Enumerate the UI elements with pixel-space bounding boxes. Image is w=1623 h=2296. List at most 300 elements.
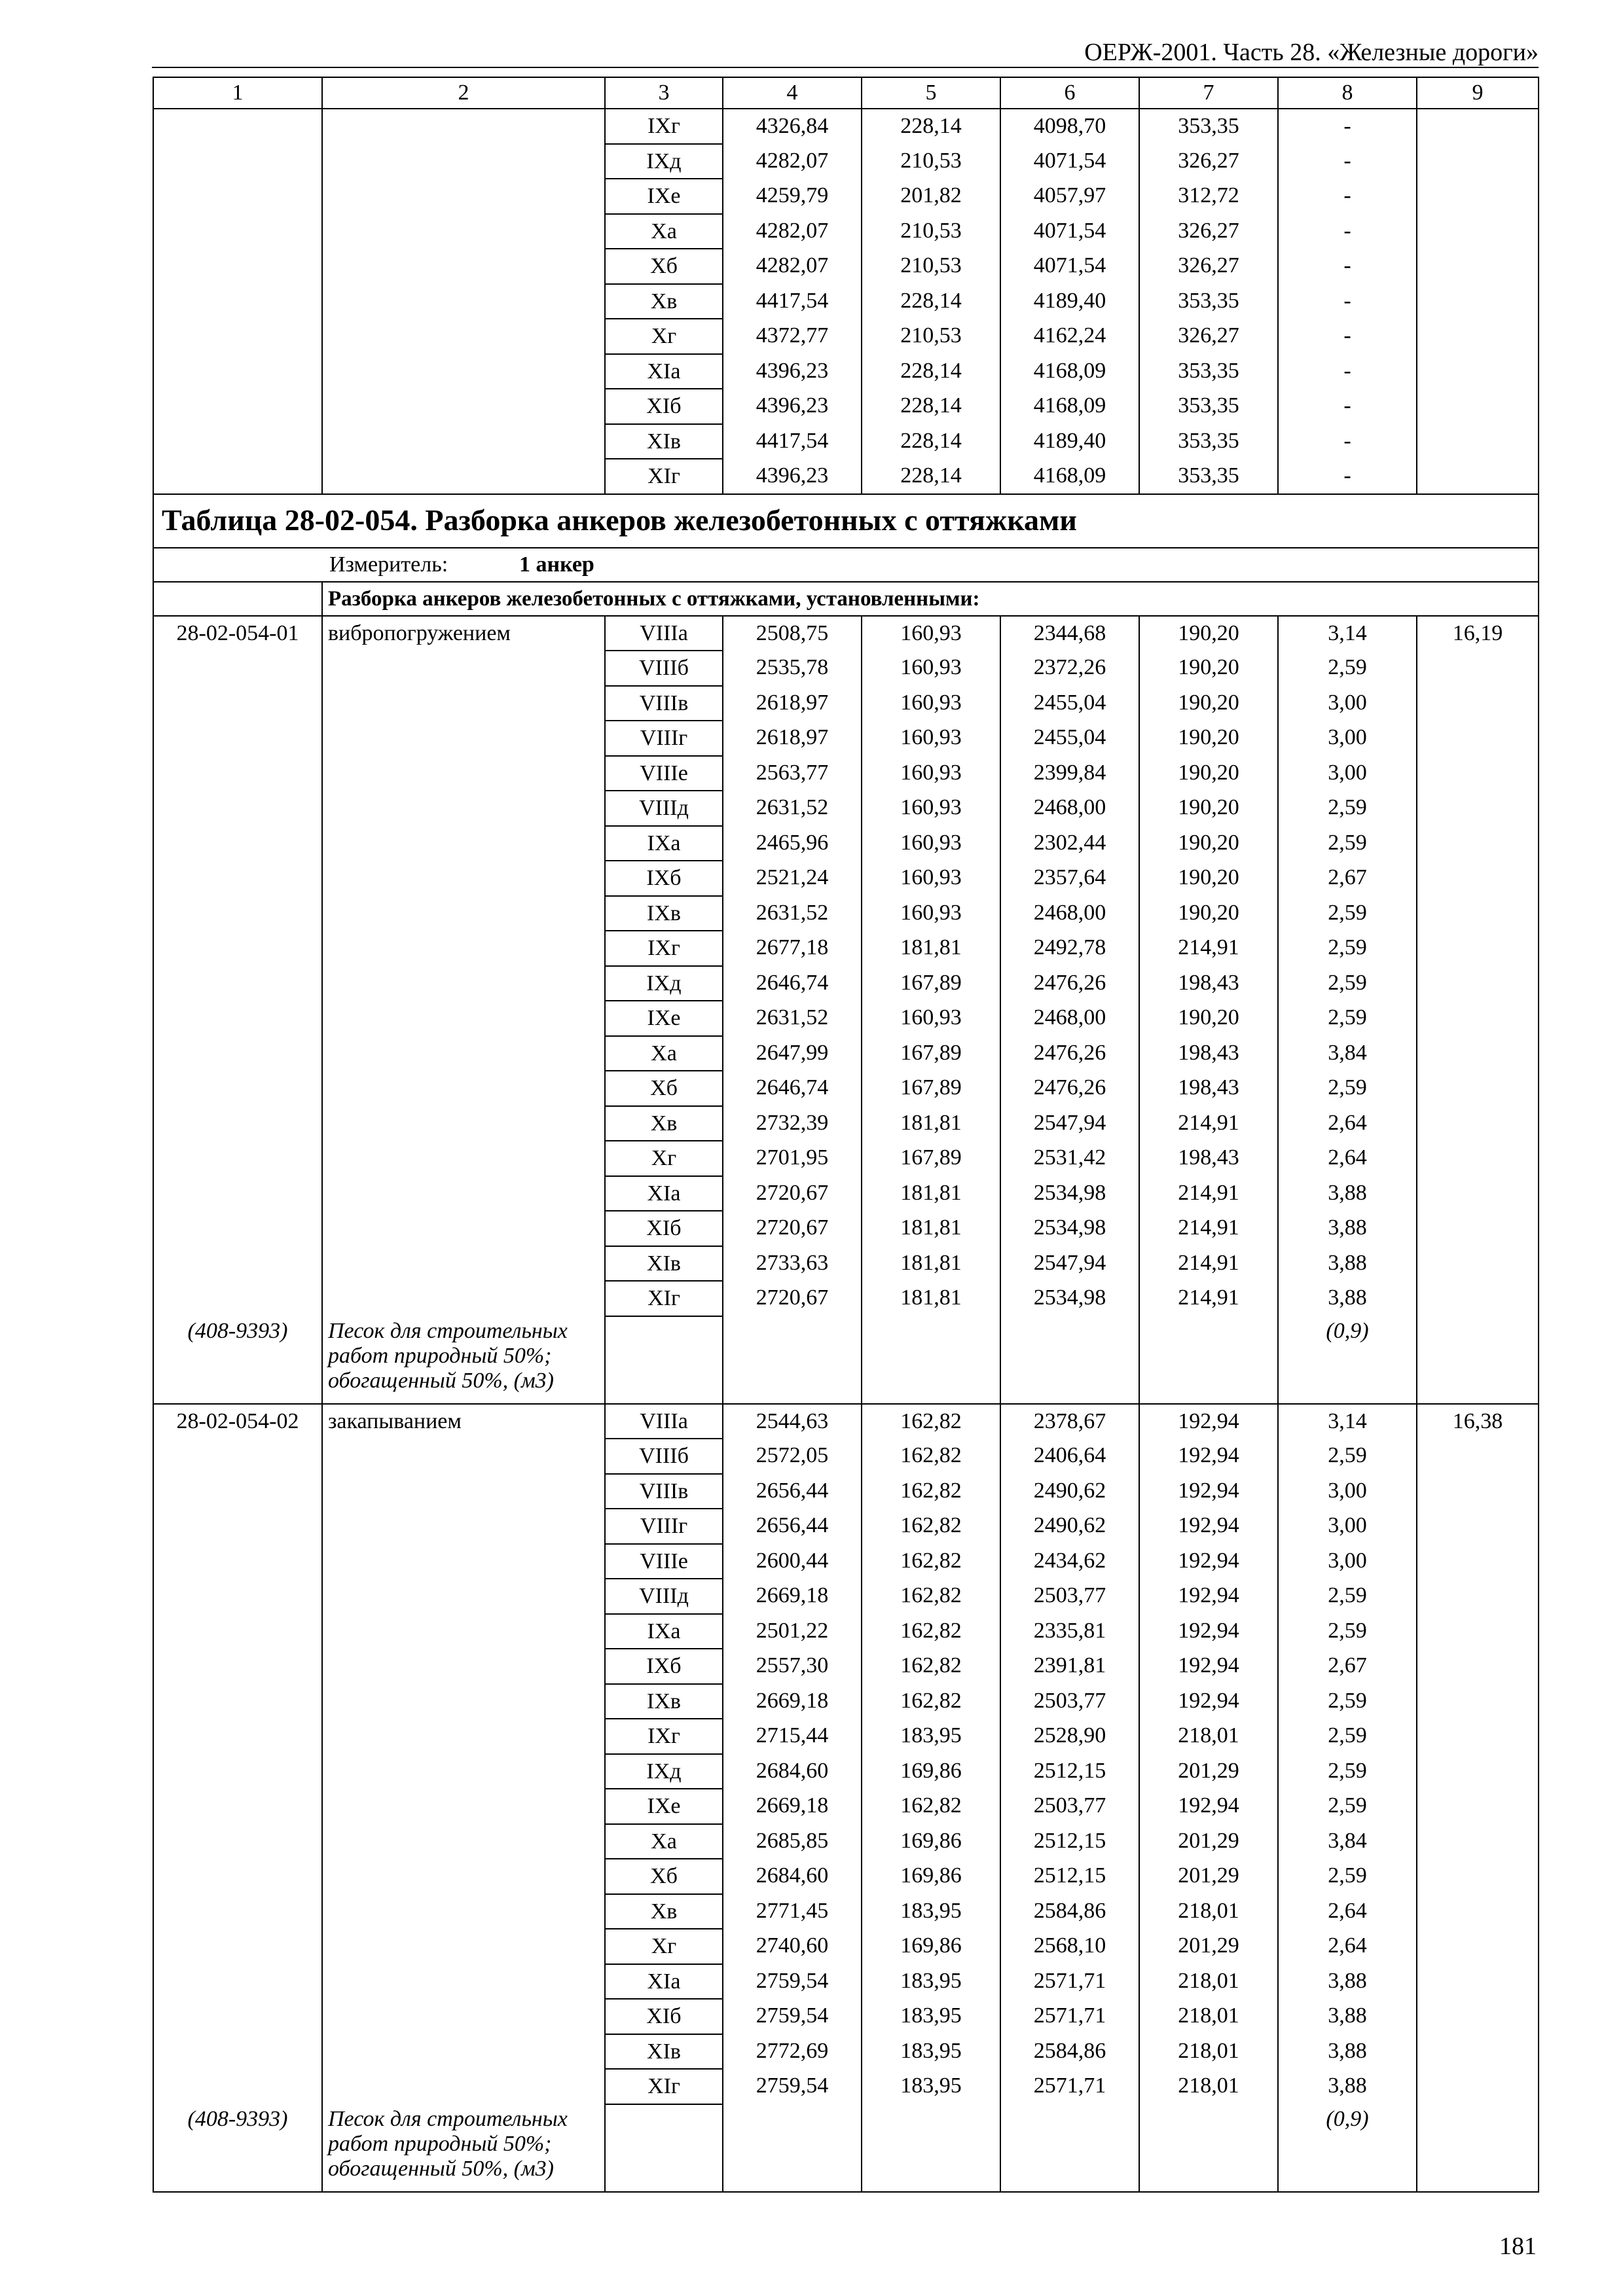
- code-cell: [153, 1614, 322, 1649]
- value-cell: 190,20: [1139, 651, 1278, 686]
- value-cell: 2,59: [1278, 1754, 1417, 1789]
- value-cell: 190,20: [1139, 686, 1278, 721]
- col9-cell: [1417, 1789, 1539, 1824]
- value-cell: 2,59: [1278, 1439, 1417, 1474]
- value-cell: 3,00: [1278, 686, 1417, 721]
- col9-cell: [1417, 1964, 1539, 2000]
- table-row: [153, 1404, 1539, 1439]
- col9-cell: [1417, 686, 1539, 721]
- value-cell: IXг: [605, 109, 723, 144]
- value-cell: XIа: [605, 1176, 723, 1211]
- value-cell: 2,64: [1278, 1106, 1417, 1141]
- value-cell: 2669,18: [723, 1579, 862, 1614]
- table-row: [153, 861, 1539, 896]
- value-cell: 2547,94: [1000, 1246, 1139, 1282]
- table-row: [153, 896, 1539, 931]
- value-cell: 2,67: [1278, 861, 1417, 896]
- value-cell: VIIIд: [605, 1579, 723, 1614]
- value-cell: IXв: [605, 1684, 723, 1719]
- value-cell: 2684,60: [723, 1859, 862, 1894]
- column-number-5: 5: [862, 77, 1000, 109]
- column-number-row: [153, 77, 1539, 109]
- value-cell: 190,20: [1139, 616, 1278, 651]
- value-cell: 4396,23: [723, 354, 862, 389]
- value-cell: 162,82: [862, 1614, 1000, 1649]
- value-cell: 210,53: [862, 319, 1000, 354]
- value-cell: 190,20: [1139, 756, 1278, 791]
- value-cell: 4372,77: [723, 319, 862, 354]
- code-cell: [153, 1176, 322, 1211]
- code-cell: [153, 2069, 322, 2104]
- value-cell: Xв: [605, 1894, 723, 1929]
- name-cell: [322, 1614, 605, 1649]
- value-cell: 2490,62: [1000, 1474, 1139, 1509]
- name-cell: [322, 1579, 605, 1614]
- name-cell: [322, 1071, 605, 1106]
- code-cell: [153, 1579, 322, 1614]
- code-cell: [153, 179, 322, 214]
- value-cell: 192,94: [1139, 1404, 1278, 1439]
- value-cell: 353,35: [1139, 284, 1278, 319]
- value-cell: XIв: [605, 2034, 723, 2070]
- col9-cell: 16,19: [1417, 616, 1539, 651]
- code-cell: [153, 756, 322, 791]
- code-cell: [153, 1509, 322, 1544]
- value-cell: -: [1278, 214, 1417, 249]
- value-cell: IXе: [605, 1789, 723, 1824]
- value-cell: 228,14: [862, 109, 1000, 144]
- value-cell: VIIIг: [605, 721, 723, 756]
- value-cell: 183,95: [862, 2069, 1000, 2104]
- subheader-blank: [153, 582, 322, 616]
- value-cell: 2720,67: [723, 1176, 862, 1211]
- name-cell: [322, 2034, 605, 2070]
- value-cell: XIг: [605, 2069, 723, 2104]
- code-cell: [153, 459, 322, 494]
- col9-cell: [1417, 109, 1539, 144]
- table-row: [153, 284, 1539, 319]
- col9-cell: [1417, 861, 1539, 896]
- code-cell: [153, 861, 322, 896]
- name-cell: [322, 354, 605, 389]
- value-cell: XIг: [605, 459, 723, 494]
- col9-cell: [1417, 389, 1539, 424]
- value-cell: 192,94: [1139, 1649, 1278, 1684]
- col9-cell: [1417, 284, 1539, 319]
- value-cell: 2631,52: [723, 896, 862, 931]
- value-cell: 2434,62: [1000, 1544, 1139, 1579]
- value-cell: 160,93: [862, 826, 1000, 861]
- value-cell: 162,82: [862, 1649, 1000, 1684]
- material-note-row: [153, 1316, 1539, 1404]
- col9-cell: [1417, 1999, 1539, 2034]
- value-cell: 3,88: [1278, 2069, 1417, 2104]
- col9-cell: [1417, 896, 1539, 931]
- value-cell: 4259,79: [723, 179, 862, 214]
- value-cell: 4168,09: [1000, 354, 1139, 389]
- value-cell: 169,86: [862, 1859, 1000, 1894]
- measure-row: [153, 548, 1539, 582]
- code-cell: [153, 651, 322, 686]
- value-cell: 3,00: [1278, 1544, 1417, 1579]
- value-cell: IXб: [605, 861, 723, 896]
- value-cell: 190,20: [1139, 791, 1278, 826]
- name-cell: [322, 1001, 605, 1036]
- value-cell: 2,59: [1278, 1684, 1417, 1719]
- value-cell: 201,29: [1139, 1824, 1278, 1859]
- value-cell: 2490,62: [1000, 1509, 1139, 1544]
- name-cell: [322, 966, 605, 1001]
- table-row: [153, 319, 1539, 354]
- col9-cell: [1417, 1141, 1539, 1176]
- table-row: [153, 179, 1539, 214]
- code-cell: [153, 1789, 322, 1824]
- code-cell: [153, 1894, 322, 1929]
- value-cell: 2508,75: [723, 616, 862, 651]
- value-cell: 183,95: [862, 1894, 1000, 1929]
- value-cell: 2701,95: [723, 1141, 862, 1176]
- value-cell: 192,94: [1139, 1614, 1278, 1649]
- value-cell: IXб: [605, 1649, 723, 1684]
- value-cell: 2,64: [1278, 1141, 1417, 1176]
- value-cell: 2357,64: [1000, 861, 1139, 896]
- value-cell: 183,95: [862, 1964, 1000, 2000]
- value-cell: 353,35: [1139, 424, 1278, 459]
- value-cell: 2571,71: [1000, 1964, 1139, 2000]
- value-cell: XIа: [605, 354, 723, 389]
- code-cell: [153, 1106, 322, 1141]
- note-blank: [1139, 2104, 1278, 2192]
- value-cell: -: [1278, 354, 1417, 389]
- table-row: [153, 1106, 1539, 1141]
- table-row: [153, 424, 1539, 459]
- column-number-8: 8: [1278, 77, 1417, 109]
- name-cell: [322, 651, 605, 686]
- value-cell: 183,95: [862, 2034, 1000, 2070]
- value-cell: 3,84: [1278, 1824, 1417, 1859]
- table-row: [153, 1544, 1539, 1579]
- value-cell: 2759,54: [723, 2069, 862, 2104]
- code-cell: [153, 896, 322, 931]
- value-cell: 162,82: [862, 1439, 1000, 1474]
- code-cell: [153, 791, 322, 826]
- value-cell: Xв: [605, 284, 723, 319]
- value-cell: 2534,98: [1000, 1176, 1139, 1211]
- value-cell: 162,82: [862, 1404, 1000, 1439]
- col9-cell: [1417, 1824, 1539, 1859]
- table-row: [153, 249, 1539, 284]
- note-blank: [1139, 1316, 1278, 1404]
- col9-cell: [1417, 319, 1539, 354]
- name-cell: [322, 424, 605, 459]
- table-row: [153, 756, 1539, 791]
- value-cell: 192,94: [1139, 1474, 1278, 1509]
- code-cell: 28-02-054-01: [153, 616, 322, 651]
- value-cell: 2669,18: [723, 1684, 862, 1719]
- value-cell: 198,43: [1139, 1141, 1278, 1176]
- table-row: [153, 1176, 1539, 1211]
- value-cell: 218,01: [1139, 1999, 1278, 2034]
- value-cell: 2646,74: [723, 1071, 862, 1106]
- value-cell: 4189,40: [1000, 424, 1139, 459]
- value-cell: 162,82: [862, 1474, 1000, 1509]
- value-cell: Xб: [605, 249, 723, 284]
- value-cell: 4282,07: [723, 214, 862, 249]
- col9-cell: [1417, 2069, 1539, 2104]
- col9-cell: [1417, 1211, 1539, 1246]
- value-cell: IXд: [605, 966, 723, 1001]
- value-cell: 2528,90: [1000, 1719, 1139, 1754]
- table-row: [153, 214, 1539, 249]
- value-cell: VIIIб: [605, 651, 723, 686]
- value-cell: Xг: [605, 1141, 723, 1176]
- table-row: [153, 1036, 1539, 1071]
- col9-cell: [1417, 1894, 1539, 1929]
- value-cell: 2468,00: [1000, 1001, 1139, 1036]
- name-cell: [322, 1894, 605, 1929]
- value-cell: 2378,67: [1000, 1404, 1139, 1439]
- value-cell: 2669,18: [723, 1789, 862, 1824]
- col9-cell: [1417, 1719, 1539, 1754]
- table-row: [153, 1929, 1539, 1964]
- value-cell: 2,59: [1278, 1001, 1417, 1036]
- table-row: [153, 1719, 1539, 1754]
- value-cell: 2656,44: [723, 1474, 862, 1509]
- value-cell: 160,93: [862, 686, 1000, 721]
- column-number-9: 9: [1417, 77, 1539, 109]
- value-cell: 2571,71: [1000, 1999, 1139, 2034]
- value-cell: 218,01: [1139, 1719, 1278, 1754]
- col9-cell: [1417, 1614, 1539, 1649]
- value-cell: -: [1278, 424, 1417, 459]
- value-cell: 181,81: [862, 931, 1000, 966]
- col9-cell: [1417, 424, 1539, 459]
- code-cell: [153, 249, 322, 284]
- value-cell: XIг: [605, 1281, 723, 1316]
- value-cell: 3,88: [1278, 1281, 1417, 1316]
- code-cell: [153, 2034, 322, 2070]
- col9-cell: [1417, 1509, 1539, 1544]
- name-cell: [322, 389, 605, 424]
- table-row: [153, 389, 1539, 424]
- name-cell: [322, 144, 605, 179]
- value-cell: 2557,30: [723, 1649, 862, 1684]
- value-cell: 2740,60: [723, 1929, 862, 1964]
- value-cell: 2399,84: [1000, 756, 1139, 791]
- col9-cell: [1417, 1754, 1539, 1789]
- value-cell: 326,27: [1139, 249, 1278, 284]
- value-cell: 2600,44: [723, 1544, 862, 1579]
- value-cell: IXа: [605, 1614, 723, 1649]
- note-blank: [1417, 2104, 1539, 2192]
- value-cell: 228,14: [862, 284, 1000, 319]
- value-cell: 183,95: [862, 1719, 1000, 1754]
- name-cell: [322, 826, 605, 861]
- value-cell: 2563,77: [723, 756, 862, 791]
- name-cell: [322, 1824, 605, 1859]
- value-cell: 2,59: [1278, 1859, 1417, 1894]
- name-cell: вибропогружением: [322, 616, 605, 651]
- value-cell: 2656,44: [723, 1509, 862, 1544]
- value-cell: 2759,54: [723, 1999, 862, 2034]
- value-cell: 2534,98: [1000, 1211, 1139, 1246]
- value-cell: 2,59: [1278, 966, 1417, 1001]
- value-cell: Xг: [605, 1929, 723, 1964]
- value-cell: VIIIе: [605, 756, 723, 791]
- note-blank: [605, 1316, 723, 1404]
- value-cell: 214,91: [1139, 1176, 1278, 1211]
- value-cell: 2476,26: [1000, 1036, 1139, 1071]
- value-cell: 2465,96: [723, 826, 862, 861]
- value-cell: 4168,09: [1000, 389, 1139, 424]
- value-cell: VIIIв: [605, 686, 723, 721]
- value-cell: 210,53: [862, 249, 1000, 284]
- note-blank: [723, 2104, 862, 2192]
- col9-cell: [1417, 214, 1539, 249]
- note-blank: [1417, 1316, 1539, 1404]
- value-cell: 326,27: [1139, 319, 1278, 354]
- value-cell: 160,93: [862, 861, 1000, 896]
- value-cell: 2720,67: [723, 1281, 862, 1316]
- value-cell: 2646,74: [723, 966, 862, 1001]
- table-row: [153, 109, 1539, 144]
- table-row: [153, 1649, 1539, 1684]
- subheader-row: [153, 582, 1539, 616]
- value-cell: 228,14: [862, 424, 1000, 459]
- value-cell: 3,88: [1278, 2034, 1417, 2070]
- note-text: Песок для строительных работ природный 50%; обогащенный 50%, (м3): [322, 2104, 605, 2192]
- value-cell: 2647,99: [723, 1036, 862, 1071]
- col9-cell: [1417, 1579, 1539, 1614]
- table-row: [153, 651, 1539, 686]
- value-cell: 2,59: [1278, 1789, 1417, 1824]
- value-cell: 218,01: [1139, 1894, 1278, 1929]
- name-cell: [322, 284, 605, 319]
- value-cell: -: [1278, 144, 1417, 179]
- note-value: (0,9): [1278, 1316, 1417, 1404]
- value-cell: 2715,44: [723, 1719, 862, 1754]
- code-cell: [153, 1754, 322, 1789]
- value-cell: 2684,60: [723, 1754, 862, 1789]
- value-cell: XIб: [605, 1211, 723, 1246]
- value-cell: 2677,18: [723, 931, 862, 966]
- value-cell: 2521,24: [723, 861, 862, 896]
- col9-cell: [1417, 1439, 1539, 1474]
- value-cell: 4282,07: [723, 249, 862, 284]
- name-cell: [322, 1649, 605, 1684]
- code-cell: [153, 1964, 322, 2000]
- value-cell: 2468,00: [1000, 896, 1139, 931]
- col9-cell: [1417, 1544, 1539, 1579]
- value-cell: 2534,98: [1000, 1281, 1139, 1316]
- value-cell: 162,82: [862, 1684, 1000, 1719]
- value-cell: 2759,54: [723, 1964, 862, 2000]
- value-cell: 2,59: [1278, 1719, 1417, 1754]
- code-cell: [153, 1999, 322, 2034]
- name-cell: [322, 931, 605, 966]
- value-cell: 2406,64: [1000, 1439, 1139, 1474]
- table-row: [153, 931, 1539, 966]
- subheader: Разборка анкеров железобетонных с оттяжками, установленными:: [322, 582, 1539, 616]
- code-cell: [153, 826, 322, 861]
- value-cell: -: [1278, 459, 1417, 494]
- col9-cell: [1417, 1246, 1539, 1282]
- col9-cell: [1417, 966, 1539, 1001]
- value-cell: -: [1278, 249, 1417, 284]
- code-cell: [153, 1929, 322, 1964]
- name-cell: [322, 1929, 605, 1964]
- value-cell: 192,94: [1139, 1439, 1278, 1474]
- value-cell: 167,89: [862, 1141, 1000, 1176]
- name-cell: [322, 686, 605, 721]
- value-cell: 228,14: [862, 459, 1000, 494]
- table-row: [153, 2069, 1539, 2104]
- value-cell: 181,81: [862, 1176, 1000, 1211]
- value-cell: 2503,77: [1000, 1579, 1139, 1614]
- value-cell: Xа: [605, 1824, 723, 1859]
- col9-cell: [1417, 1649, 1539, 1684]
- code-cell: [153, 1071, 322, 1106]
- col9-cell: [1417, 459, 1539, 494]
- value-cell: -: [1278, 389, 1417, 424]
- value-cell: 2492,78: [1000, 931, 1139, 966]
- col9-cell: [1417, 651, 1539, 686]
- col9-cell: [1417, 756, 1539, 791]
- value-cell: 2344,68: [1000, 616, 1139, 651]
- value-cell: VIIIв: [605, 1474, 723, 1509]
- note-blank: [1000, 1316, 1139, 1404]
- note-blank: [862, 1316, 1000, 1404]
- value-cell: 2571,71: [1000, 2069, 1139, 2104]
- code-cell: [153, 319, 322, 354]
- measure-cell: [153, 548, 1539, 582]
- measure-label: Измеритель:: [329, 552, 448, 577]
- value-cell: 2568,10: [1000, 1929, 1139, 1964]
- value-cell: 3,00: [1278, 756, 1417, 791]
- value-cell: 2733,63: [723, 1246, 862, 1282]
- col9-cell: [1417, 1474, 1539, 1509]
- page-number: 181: [1499, 2233, 1537, 2260]
- value-cell: 4417,54: [723, 284, 862, 319]
- value-cell: IXе: [605, 1001, 723, 1036]
- code-cell: [153, 389, 322, 424]
- name-cell: [322, 1246, 605, 1282]
- table-row: [153, 721, 1539, 756]
- value-cell: VIIIа: [605, 616, 723, 651]
- name-cell: [322, 249, 605, 284]
- value-cell: 162,82: [862, 1509, 1000, 1544]
- value-cell: 2,59: [1278, 1614, 1417, 1649]
- code-cell: [153, 686, 322, 721]
- value-cell: 214,91: [1139, 1211, 1278, 1246]
- table-row: [153, 1439, 1539, 1474]
- col9-cell: [1417, 354, 1539, 389]
- name-cell: [322, 319, 605, 354]
- value-cell: 2503,77: [1000, 1684, 1139, 1719]
- table-row: [153, 966, 1539, 1001]
- value-cell: 160,93: [862, 896, 1000, 931]
- code-cell: [153, 966, 322, 1001]
- value-cell: 201,29: [1139, 1754, 1278, 1789]
- material-note-row: [153, 2104, 1539, 2192]
- name-cell: [322, 896, 605, 931]
- table-row: [153, 1474, 1539, 1509]
- value-cell: IXг: [605, 931, 723, 966]
- value-cell: 160,93: [862, 791, 1000, 826]
- value-cell: 2685,85: [723, 1824, 862, 1859]
- value-cell: 4071,54: [1000, 144, 1139, 179]
- value-cell: 353,35: [1139, 389, 1278, 424]
